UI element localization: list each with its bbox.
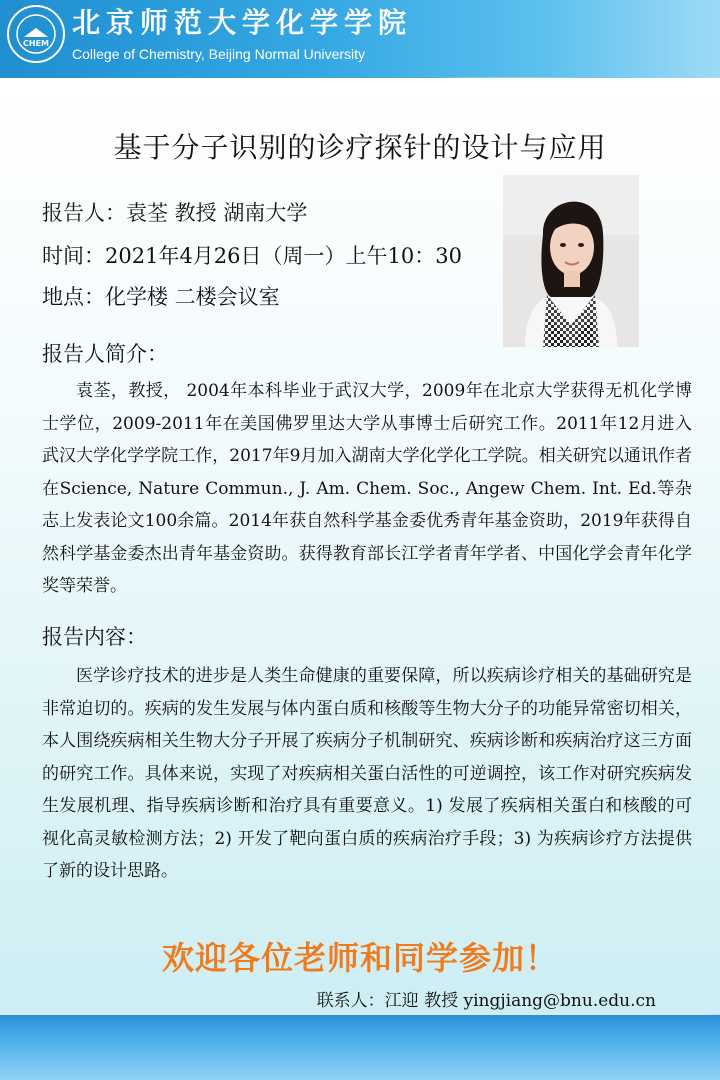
college-name-en: College of Chemistry, Beijing Normal University	[72, 46, 366, 62]
speaker-line: 报告人：袁荃 教授 湖南大学	[42, 201, 308, 225]
time-line: 时间：2021年4月26日（周一）上午10：30	[42, 244, 462, 268]
footer-bar	[0, 1015, 720, 1080]
bio-paragraph: 袁荃，教授， 2004年本科毕业于武汉大学，2009年在北京大学获得无机化学博士学位，2009-2011年在美国佛罗里达大学从事博士后研究工作。2011年12月进入武汉大学化学学院工作，2017年9月加入湖南大学化学化工学院。相关研究以通讯作者在Science, Nature Commun., J. Am. Chem. Soc., Angew Chem. Int. Ed.等杂志上发表论文100余篇。2014年获自然科学基金委优秀青年基金资助，2019年获得自然科学基金委杰出青年基金资助。获得教育部长江学者青年学者、中国化学会青年化学奖等荣誉。	[42, 381, 692, 596]
place-line: 地点：化学楼 二楼会议室	[42, 285, 280, 309]
university-seal-logo	[6, 4, 66, 64]
welcome-message: 欢迎各位老师和同学参加！	[161, 939, 558, 977]
abstract-heading: 报告内容：	[42, 625, 147, 649]
college-name-cn: 北京师范大学化学学院	[72, 6, 413, 39]
bio-heading: 报告人简介：	[42, 342, 168, 366]
contact-info: 联系人：江迎 教授 yingjiang@bnu.edu.cn	[316, 991, 656, 1011]
speaker-photo	[503, 175, 639, 347]
talk-title: 基于分子识别的诊疗探针的设计与应用	[113, 131, 607, 164]
abstract-paragraph: 医学诊疗技术的进步是人类生命健康的重要保障，所以疾病诊疗相关的基础研究是非常迫切的。疾病的发生发展与体内蛋白质和核酸等生物大分子的功能异常密切相关，本人围绕疾病相关生物大分子开展了疾病分子机制研究、疾病诊断和疾病治疗这三方面的研究工作。具体来说，实现了对疾病相关蛋白活性的可逆调控，该工作对研究疾病发生发展机理、指导疾病诊断和治疗具有重要意义。1) 发展了疾病相关蛋白和核酸的可视化高灵敏检测方法；2) 开发了靶向蛋白质的疾病治疗手段；3) 为疾病诊疗方法提供了新的设计思路。	[42, 666, 692, 881]
logo-text: CHEM	[23, 39, 49, 48]
